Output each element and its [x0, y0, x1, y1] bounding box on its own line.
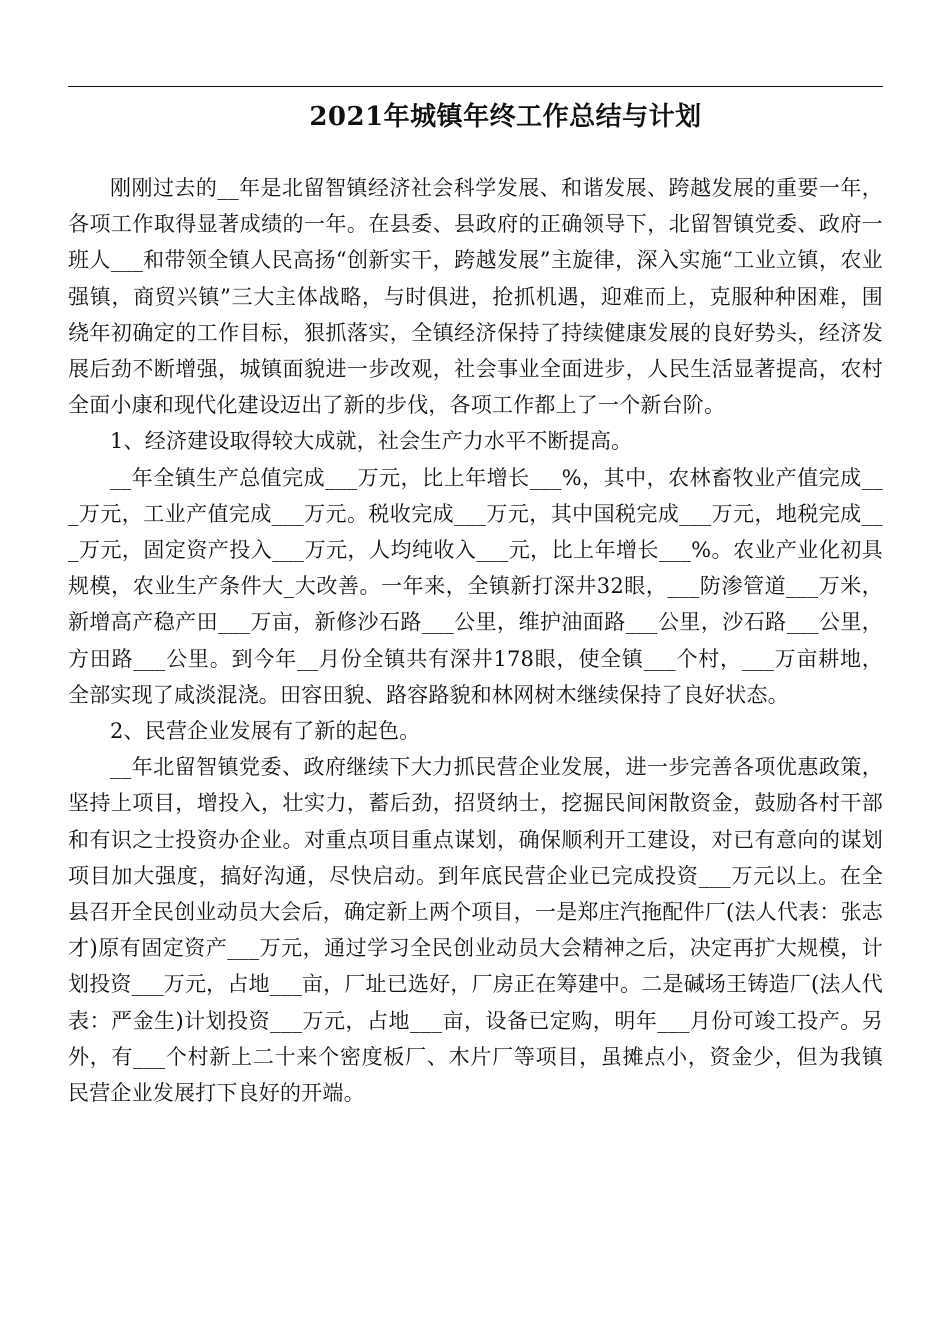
intro-paragraph: 刚刚过去的__年是北留智镇经济社会科学发展、和谐发展、跨越发展的重要一年，各项工作取得显著成绩的一年。在县委、县政府的正确领导下，北留智镇党委、政府一班人___和带领全镇人民高扬“创新实干，跨越发展”主旋律，深入实施“工业立镇，农业强镇，商贸兴镇”三大主体战略，与时俱进，抢抓机遇，迎难而上，克服种种困难，围绕年初确定的工作目标，狠抓落实，全镇经济保持了持续健康发展的良好势头，经济发展后劲不断增强，城镇面貌进一步改观，社会事业全面进步，人民生活显著提高，农村全面小康和现代化建设迈出了新的步伐，各项工作都上了一个新台阶。	[68, 176, 883, 418]
private-enterprise-paragraph: __年北留智镇党委、政府继续下大力抓民营企业发展，进一步完善各项优惠政策，坚持上项目，增投入，壮实力，蓄后劲，招贤纳士，挖掘民间闲散资金，鼓励各村干部和有识之士投资办企业。对重点项目重点谋划，确保顺利开工建设，对已有意向的谋划项目加大强度，搞好沟通，尽快启动。到年底民营企业已完成投资___万元以上。在全县召开全民创业动员大会后，确定新上两个项目，一是郑庄汽拖配件厂(法人代表：张志才)原有固定资产___万元，通过学习全民创业动员大会精神之后，决定再扩大规模，计划投资___万元，占地___亩，厂址已选好，厂房正在筹建中。二是碱场王铸造厂(法人代表：严金生)计划投资___万元，占地___亩，设备已定购，明年___月份可竣工投产。另外，有___个村新上二十来个密度板厂、木片厂等项目，虽摊点小，资金少，但为我镇民营企业发展打下良好的开端。	[68, 755, 883, 1106]
document-title: 2021年城镇年终工作总结与计划	[309, 102, 702, 132]
economy-paragraph: __年全镇生产总值完成___万元，比上年增长___%，其中，农林畜牧业产值完成___万元，工业产值完成___万元。税收完成___万元，其中国税完成___万元，地税完成___万元，固定资产投入___万元，人均纯收入___元，比上年增长___%。农业产业化初具规模，农业生产条件大_大改善。一年来，全镇新打深井32眼，___防渗管道___万米，新增高产稳产田___万亩，新修沙石路___公里，维护油面路___公里，沙石路___公里，方田路___公里。到今年__月份全镇共有深井178眼，使全镇___个村，___万亩耕地，全部实现了咸淡混浇。田容田貌、路容路貌和林网树木继续保持了良好状态。	[68, 465, 884, 707]
section-heading-economy: 1、经济建设取得较大成就，社会生产力水平不断提高。	[110, 429, 633, 454]
header-rule	[68, 86, 883, 87]
document-body	[68, 170, 883, 1111]
section-heading-private-enterprise: 2、民营企业发展有了新的起色。	[110, 719, 421, 744]
